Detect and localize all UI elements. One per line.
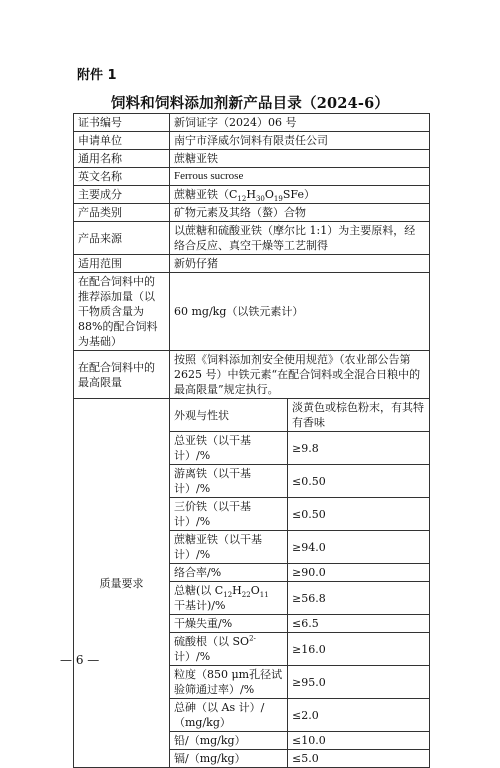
quality-item-value: ≤5.0 [288, 750, 430, 768]
table-row [74, 132, 430, 150]
row-value: 蔗糖亚铁 [170, 150, 430, 168]
product-table [73, 113, 430, 768]
table-row [74, 222, 430, 255]
quality-item-value: ≥9.8 [288, 432, 430, 465]
quality-item-value: ≤6.5 [288, 615, 430, 633]
quality-item-name: 硫酸根（以 $SO^{2-}$计）/% [170, 633, 288, 666]
quality-item-value: ≤2.0 [288, 699, 430, 732]
quality-label: 质量要求 [74, 399, 170, 768]
page-number: — 6 — [60, 653, 100, 667]
quality-item-value: ≤0.50 [288, 498, 430, 531]
quality-item-name: 粒度（850 μm孔径试验筛通过率）/% [170, 666, 288, 699]
quality-item-value: ≥95.0 [288, 666, 430, 699]
quality-item-value: ≥90.0 [288, 564, 430, 582]
row-value: 按照《饲料添加剂安全使用规范》（农业部公告第 2625 号）中铁元素“在配合饲料或全混合日粮中的最高限量”规定执行。 [170, 351, 430, 399]
chemical-formula: $C_{12}H_{30}O_{19}SFe$ [229, 188, 304, 204]
table-row [74, 168, 430, 186]
row-label: 产品来源 [74, 222, 170, 255]
quality-item-name: 外观与性状 [170, 399, 288, 432]
ion-charge: 2- [249, 634, 256, 643]
table-row [74, 351, 430, 399]
quality-item-name: 镉/（mg/kg） [170, 750, 288, 768]
row-label: 主要成分 [74, 186, 170, 204]
quality-item-value: ≥94.0 [288, 531, 430, 564]
row-label: 申请单位 [74, 132, 170, 150]
quality-item-value: ≥16.0 [288, 633, 430, 666]
quality-item-name: 总亚铁（以干基计）/% [170, 432, 288, 465]
quality-item-name: 干燥失重/% [170, 615, 288, 633]
row-label: 英文名称 [74, 168, 170, 186]
row-label: 产品类别 [74, 204, 170, 222]
row-value: 新饲证字（2024）06 号 [170, 114, 430, 132]
table-row [74, 114, 430, 132]
chemical-formula: $C_{12}H_{22}O_{11}$ [214, 584, 269, 600]
quality-item-value: ≤10.0 [288, 732, 430, 750]
row-value: 以蔗糖和硫酸亚铁（摩尔比 1:1）为主要原料，经络合反应、真空干燥等工艺制得 [170, 222, 430, 255]
table-row [74, 204, 430, 222]
quality-item-name: 蔗糖亚铁（以干基计）/% [170, 531, 288, 564]
row-label: 在配合饲料中的推荐添加量（以干物质含量为 88%的配合饲料为基础） [74, 273, 170, 351]
attachment-label: 附件 1 [77, 68, 117, 83]
quality-item-value: ≤0.50 [288, 465, 430, 498]
quality-item-name: 总糖(以 $C_{12}H_{22}O_{11}$ 干基计)/% [170, 582, 288, 615]
table-row [74, 255, 430, 273]
row-value: 蔗糖亚铁$(C_{12}H_{30}O_{19}SFe)$ [170, 186, 430, 204]
row-label: 适用范围 [74, 255, 170, 273]
row-label: 通用名称 [74, 150, 170, 168]
document-title: 饲料和饲料添加剂新产品目录（2024-6） [110, 95, 390, 112]
table-row [74, 186, 430, 204]
row-value: 新奶仔猪 [170, 255, 430, 273]
quality-row [74, 399, 430, 432]
quality-item-name: 三价铁（以干基计）/% [170, 498, 288, 531]
row-value: 60 mg/kg（以铁元素计） [170, 273, 430, 351]
row-value: 南宁市泽威尔饲料有限责任公司 [170, 132, 430, 150]
quality-item-name: 铅/（mg/kg） [170, 732, 288, 750]
table-row [74, 273, 430, 351]
row-label: 在配合饲料中的最高限量 [74, 351, 170, 399]
quality-item-name: 总砷（以 As 计）/（mg/kg） [170, 699, 288, 732]
row-value: 矿物元素及其络（螯）合物 [170, 204, 430, 222]
quality-item-value: ≥56.8 [288, 582, 430, 615]
row-value: Ferrous sucrose [170, 168, 430, 186]
row-label: 证书编号 [74, 114, 170, 132]
quality-item-name: 络合率/% [170, 564, 288, 582]
table-row [74, 150, 430, 168]
quality-item-name: 游离铁（以干基计）/% [170, 465, 288, 498]
quality-item-value: 淡黄色或棕色粉末，有其特有香味 [288, 399, 430, 432]
